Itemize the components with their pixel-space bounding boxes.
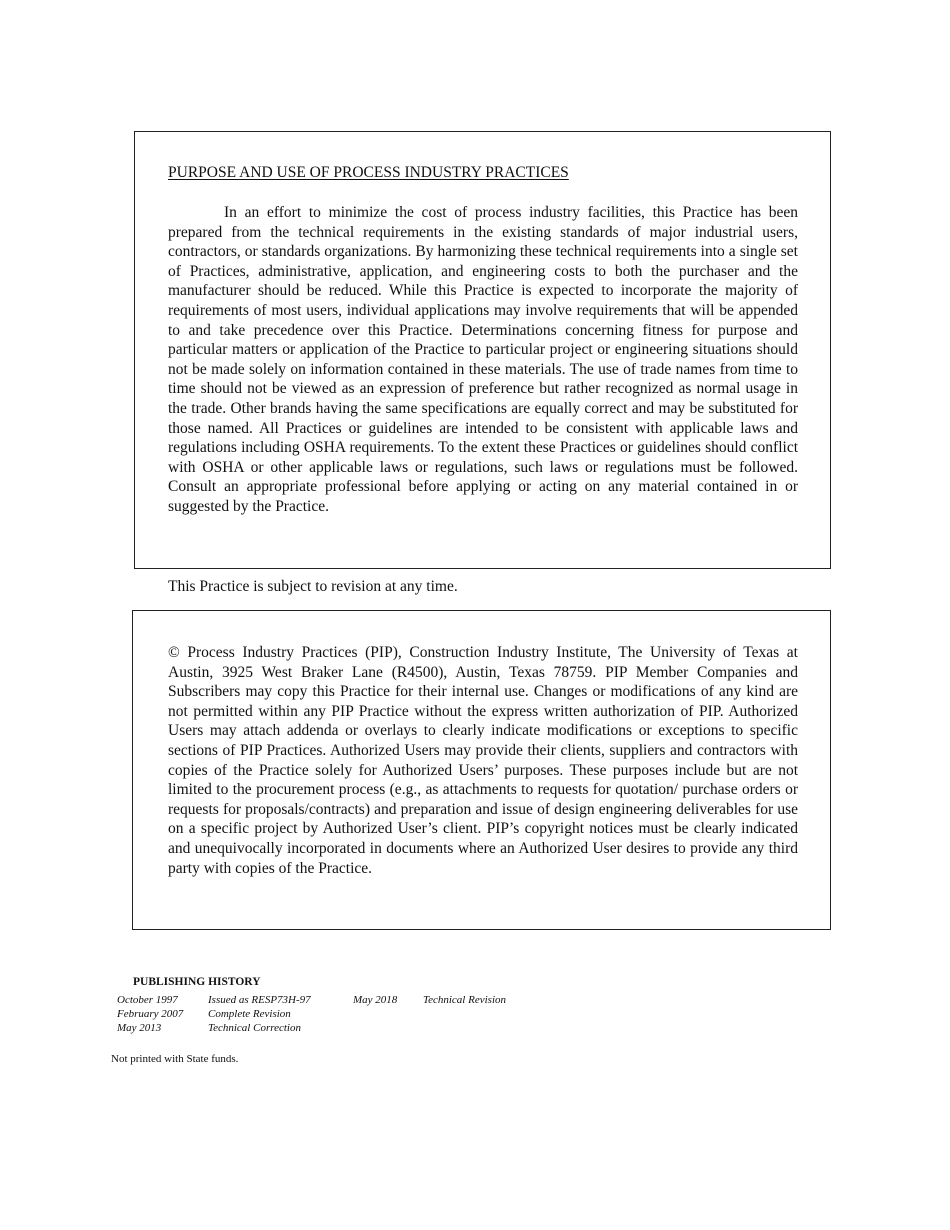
purpose-box bbox=[134, 131, 831, 569]
copyright-box bbox=[132, 610, 831, 930]
history-desc-1: Issued as RESP73H-97 bbox=[208, 994, 311, 1006]
history-date-2: February 2007 bbox=[117, 1008, 184, 1020]
history-desc-4: Technical Revision bbox=[423, 994, 506, 1006]
purpose-paragraph: In an effort to minimize the cost of process industry facilities, this Practice has been prepared from the technical requirements in the existing standards of major industrial users, contractors, or standards organizations. By harmonizing these technical requirements into a single set of Practices, administrative, application, and engineering costs to both the purchaser and the manufacturer should be reduced. While this Practice is expected to incorporate the majority of requirements of most users, individual applications may involve requirements that will be appended to and take precedence over this Practice. Determinations concerning fitness for purpose and particular matters or application of the Practice to particular project or engineering situations should not be made solely on information contained in these materials. The use of trade names from time to time should not be viewed as an expression of preference but rather recognized as normal usage in the trade. Other brands having the same specifications are equally correct and may be substituted for those named. All Practices or guidelines are intended to be consistent with applicable laws and regulations including OSHA requirements. To the extent these Practices or guidelines should conflict with OSHA or other applicable laws or regulations, such laws or regulations must be followed. Consult an appropriate professional before applying or acting on any material contained in or suggested by the Practice. bbox=[168, 204, 798, 515]
funds-note: Not printed with State funds. bbox=[111, 1053, 239, 1065]
history-date-1: October 1997 bbox=[117, 994, 178, 1006]
history-date-3: May 2013 bbox=[117, 1022, 162, 1034]
copyright-paragraph: © Process Industry Practices (PIP), Construction Industry Institute, The University of Texas at Austin, 3925 West Braker Lane (R4500), Austin, Texas 78759. PIP Member Companies and Subscribers may copy this Practice for their internal use. Changes or modifications of any kind are not permitted within any PIP Practice without the express written authorization of PIP. Authorized Users may attach addenda or overlays to clearly indicate modifications or exceptions to specific sections of PIP Practices. Authorized Users may provide their clients, suppliers and contractors with copies of the Practice solely for Authorized Users’ purposes. These purposes include but are not limited to the procurement process (e.g., as attachments to requests for quotation/ purchase orders or requests for proposals/contracts) and preparation and issue of design engineering deliverables for use on a specific project by Authorized User’s client. PIP’s copyright notices must be clearly indicated and unequivocally incorporated in documents where an Authorized User desires to provide any third party with copies of the Practice. bbox=[168, 644, 798, 877]
history-desc-3: Technical Correction bbox=[208, 1022, 301, 1034]
publishing-history-title: PUBLISHING HISTORY bbox=[133, 976, 261, 988]
purpose-heading: PURPOSE AND USE OF PROCESS INDUSTRY PRACTICES bbox=[168, 164, 569, 181]
revision-note: This Practice is subject to revision at any time. bbox=[168, 578, 458, 595]
history-desc-2: Complete Revision bbox=[208, 1008, 291, 1020]
history-date-4: May 2018 bbox=[353, 994, 398, 1006]
